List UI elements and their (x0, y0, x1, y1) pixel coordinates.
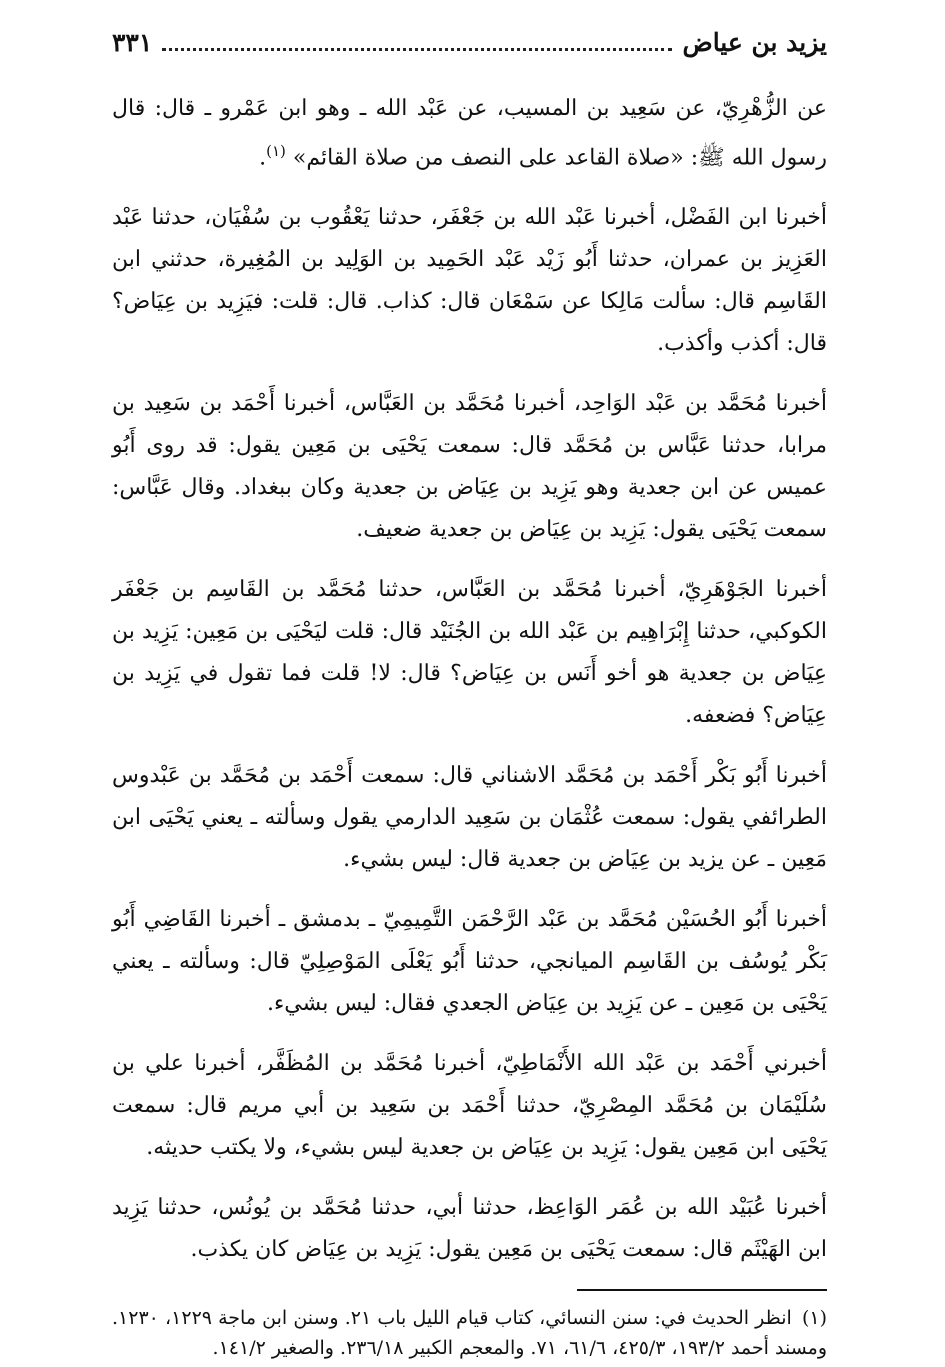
footnote (112, 1303, 827, 1363)
paragraph: أخبرنا الجَوْهَرِيّ، أخبرنا مُحَمَّد بن العَبَّاس، حدثنا مُحَمَّد بن القَاسِم بن جَعْفَر الكوكبي، حدثنا إِبْرَاهِيم بن عَبْد الله بن الجُنَيْد قال: قلت ليَحْيَى بن مَعِين: يَزِيد بن عِيَاض بن جعدية هو أخو أَنَس بن عِيَاض؟ قال: لا! قلت فما تقول في يَزِيد بن عِيَاض؟ فضعفه. (112, 577, 827, 729)
paragraph: أخبرنا أَبُو الحُسَيْن مُحَمَّد بن عَبْد الرَّحْمَن التَّمِيمِيّ ـ بدمشق ـ أخبرنا القَاضِي أَبُو بَكْر يُوسُف بن القَاسِم الميانجي، حدثنا أَبُو يَعْلَى المَوْصِلِيّ قال: وسألته ـ يعني يَحْيَى بن مَعِين ـ عن يَزِيد بن عِيَاض الجعدي فقال: ليس بشيء. (112, 907, 828, 1017)
paragraph: أخبرني أَحْمَد بن عَبْد الله الأَنْمَاطِيّ، أخبرنا مُحَمَّد بن المُظَفَّر، أخبرنا علي بن سُلَيْمَان بن مُحَمَّد المِصْرِيّ، حدثنا أَحْمَد بن سَعِيد بن أبي مريم قال: سمعت يَحْيَى ابن مَعِين يقول: يَزِيد بن عِيَاض بن جعدية ليس بشيء، ولا يكتب حديثه. (112, 1051, 827, 1161)
header-dot-leader (162, 48, 672, 51)
running-header (112, 28, 827, 68)
footnote-separator (577, 1289, 827, 1291)
paragraph: أخبرنا أَبُو بَكْر أَحْمَد بن مُحَمَّد الاشناني قال: سمعت أَحْمَد بن مُحَمَّد بن عَبْدوس الطرائفي يقول: سمعت عُثْمَان بن سَعِيد الدارمي يقول وسألته ـ يعني يَحْيَى ابن مَعِين ـ عن يزيد بن عِيَاض بن جعدية قال: ليس بشيء. (112, 763, 827, 873)
body-text (112, 88, 827, 1271)
paragraph: أخبرنا عُبَيْد الله بن عُمَر الوَاعِظ، حدثنا أبي، حدثنا مُحَمَّد بن يُونُس، حدثنا يَزِيد ابن الهَيْثَم قال: سمعت يَحْيَى بن مَعِين يقول: يَزِيد بن عِيَاض كان يكذب. (112, 1195, 827, 1263)
paragraph-text: عن الزُّهْرِيّ، عن سَعِيد بن المسيب، عن عَبْد الله ـ وهو ابن عَمْرو ـ قال: قال رسول الله ﷺ: «صلاة القاعد على النصف من صلاة القائم» (112, 96, 827, 171)
running-title: يزيد بن عياض (682, 28, 827, 57)
footnote-reference: (١) (266, 142, 286, 160)
page-number: ٣٣١ (112, 28, 153, 57)
paragraph: عن الزُّهْرِيّ، عن سَعِيد بن المسيب، عن عَبْد الله ـ وهو ابن عَمْرو ـ قال: قال رسول الله ﷺ: «صلاة القاعد على النصف من صلاة القائم» $^{(١)}$. (112, 96, 827, 171)
paragraph: أخبرنا مُحَمَّد بن عَبْد الوَاحِد، أخبرنا مُحَمَّد بن العَبَّاس، أخبرنا أَحْمَد بن سَعِيد بن مرابا، حدثنا عَبَّاس بن مُحَمَّد قال: سمعت يَحْيَى بن مَعِين يقول: قد روى أَبُو عميس عن ابن جعدية وهو يَزِيد بن عِيَاض بن جعدية وكان ببغداد. وقال عَبَّاس: سمعت يَحْيَى يقول: يَزِيد بن عِيَاض بن جعدية ضعيف. (112, 391, 827, 543)
footnote-text: انظر الحديث في: سنن النسائي، كتاب قيام الليل باب ٢١. وسنن ابن ماجة ١٢٢٩، ١٢٣٠. ومسند أحمد ١٩٣/٢، ٤٢٥/٣، ٦١/٦، ٧١. والمعجم الكبير ٢٣٦/١٨. والصغير ١٤١/٢. (112, 1307, 827, 1360)
footnote-mark: (١) (801, 1307, 828, 1330)
paragraph: أخبرنا ابن الفَضْل، أخبرنا عَبْد الله بن جَعْفَر، حدثنا يَعْقُوب بن سُفْيَان، حدثنا عَبْد العَزِيز بن عمران، حدثنا أَبُو زَيْد عَبْد الحَمِيد بن الوَلِيد بن المُغِيرة، حدثني ابن القَاسِم قال: سألت مَالِكا عن سَمْعَان قال: كذاب. قال: قلت: فيَزِيد بن عِيَاض؟ قال: أكذب وأكذب. (112, 205, 827, 357)
